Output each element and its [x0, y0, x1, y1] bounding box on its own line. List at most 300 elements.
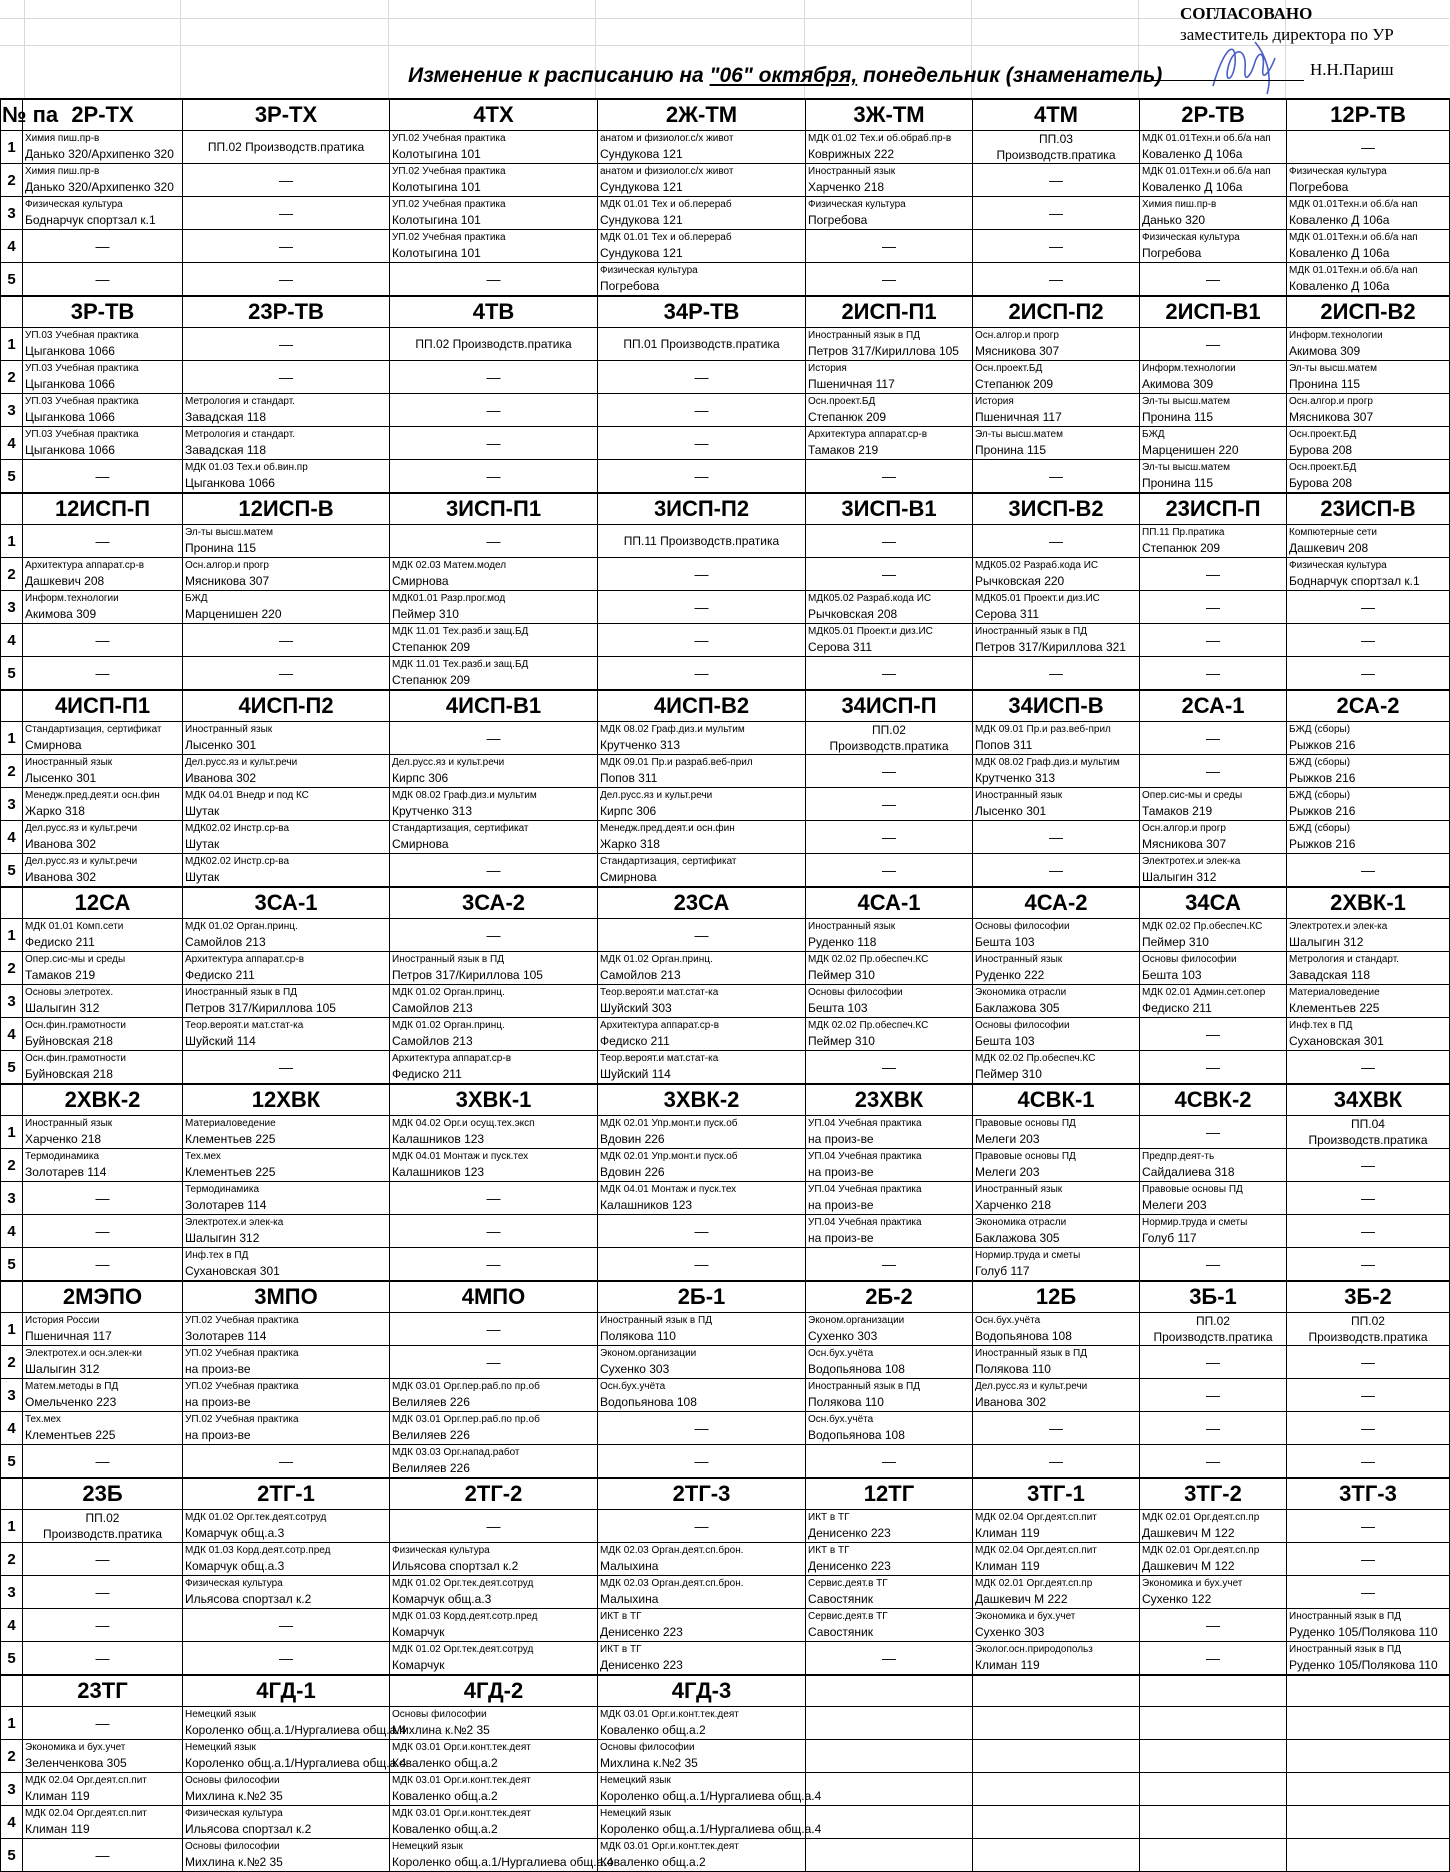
lesson-teacher-room: Буйновская 218 [25, 1034, 113, 1048]
lesson-teacher-room: Степанюк 209 [808, 410, 887, 424]
lesson-teacher-room: Шалыгин 312 [185, 1231, 260, 1245]
lesson-cell: — [973, 460, 1140, 494]
group-name: 2СА-2 [1287, 690, 1450, 722]
lesson-subject: Нормир.труда и сметы [1142, 1217, 1248, 1228]
lesson-teacher-room: Дашкевич М 122 [1142, 1526, 1235, 1540]
lesson-subject: Иностранный язык в ПД [1289, 1644, 1401, 1655]
lesson-cell: — [1287, 1445, 1450, 1479]
lesson-subject: Дел.русс.яз и культ.речи [25, 823, 138, 834]
pair-number: 2 [1, 1149, 23, 1182]
lesson-cell [390, 1445, 598, 1479]
lesson-cell [598, 1379, 806, 1412]
lesson-subject: Осн.бух.учёта [808, 1414, 874, 1425]
lesson-teacher-room: Коваленко общ.а.2 [392, 1756, 498, 1770]
group-name: 3Б-1 [1140, 1281, 1287, 1313]
document-header [0, 0, 1449, 98]
lesson-row [1, 854, 1450, 888]
lesson-subject: МДК 09.01 Пр.и раз.веб-прил [975, 724, 1111, 735]
lesson-cell [1140, 821, 1287, 854]
lesson-subject: Иностранный язык в ПД [808, 330, 920, 341]
lesson-teacher-room: на произ-ве [808, 1231, 874, 1245]
lesson-cell [23, 1051, 183, 1085]
lesson-teacher-room: Степанюк 209 [392, 673, 471, 687]
pair-number: 5 [1, 1248, 23, 1282]
group-name: 3ТГ-3 [1287, 1478, 1450, 1510]
lesson-cell [1140, 460, 1287, 494]
lesson-cell [1140, 1543, 1287, 1576]
pair-number-header [1, 1084, 23, 1116]
lesson-cell [1287, 1806, 1450, 1839]
lesson-teacher-room: Коваленко Д 106а [1289, 213, 1390, 227]
lesson-subject: Осн.проект.БД [808, 396, 876, 407]
lesson-cell [23, 919, 183, 952]
lesson-subject: Эл-ты высш.матем [185, 527, 273, 538]
lesson-cell [183, 755, 390, 788]
group-name: 12ХВК [183, 1084, 390, 1116]
lesson-cell [973, 394, 1140, 427]
lesson-teacher-room: Мясникова 307 [185, 574, 270, 588]
lesson-teacher-room: Погребова [1142, 246, 1202, 260]
lesson-cell [806, 1707, 973, 1740]
lesson-cell: — [1140, 328, 1287, 361]
lesson-cell [598, 1707, 806, 1740]
group-name: 3СА-1 [183, 887, 390, 919]
lesson-cell: — [23, 1182, 183, 1215]
lesson-teacher-room: на произ-ве [808, 1132, 874, 1146]
lesson-cell [806, 164, 973, 197]
lesson-cell: — [23, 1543, 183, 1576]
lesson-subject: История России [25, 1315, 100, 1326]
lesson-teacher-room: Федиско 211 [25, 935, 95, 949]
lesson-subject: ИКТ в ТГ [600, 1644, 642, 1655]
lesson-teacher-room: Вдовин 226 [600, 1132, 665, 1146]
lesson-cell [183, 1576, 390, 1609]
lesson-teacher-room: Жарко 318 [25, 804, 85, 818]
lesson-cell [1140, 1510, 1287, 1543]
lesson-cell: — [1140, 1412, 1287, 1445]
lesson-cell [1287, 361, 1450, 394]
lesson-teacher-room: Пеймер 310 [392, 607, 459, 621]
lesson-subject: ПП.02 Производств.пратика [415, 337, 572, 351]
lesson-subject: Осн.бух.учёта [808, 1348, 874, 1359]
lesson-row [1, 788, 1450, 821]
lesson-subject: МДК 03.01 Орг.и.конт.тек.деят [392, 1808, 531, 1819]
lesson-subject: Тех.мех [185, 1151, 221, 1162]
group-name: 23ТГ [23, 1675, 183, 1707]
group-name: 12ТГ [806, 1478, 973, 1510]
lesson-cell: — [1287, 1248, 1450, 1282]
pair-number: 1 [1, 525, 23, 558]
lesson-teacher-room: Данько 320/Архипенко 320 [25, 180, 174, 194]
lesson-teacher-room: Лысенко 301 [185, 738, 257, 752]
lesson-cell [390, 164, 598, 197]
lesson-subject: БЖД (сборы) [1289, 757, 1351, 768]
lesson-teacher-room: Велиляев 226 [392, 1395, 470, 1409]
lesson-row [1, 1116, 1450, 1149]
lesson-teacher-room: Водопьянова 108 [600, 1395, 697, 1409]
lesson-teacher-room: Руденко 105/Полякова 110 [1289, 1658, 1438, 1672]
lesson-subject: Теор.вероят.и мат.стат-ка [600, 987, 719, 998]
group-header-row [1, 690, 1450, 722]
lesson-subject: Стандартизация, сертификат [392, 823, 529, 834]
lesson-subject: Осн.алгор.и прогр [185, 560, 269, 571]
lesson-subject: Термодинамика [25, 1151, 100, 1162]
lesson-cell [183, 1149, 390, 1182]
lesson-row [1, 1609, 1450, 1642]
lesson-teacher-room: Коваленко общ.а.2 [600, 1855, 706, 1869]
lesson-teacher-room: Жарко 318 [600, 837, 660, 851]
lesson-subject: Немецкий язык [600, 1808, 671, 1819]
lesson-cell [390, 788, 598, 821]
lesson-teacher-room: Шутак [185, 837, 220, 851]
lesson-cell [390, 1149, 598, 1182]
lesson-subject: МДК 03.03 Орг.напад.работ [392, 1447, 520, 1458]
lesson-subject: МДК 01.01Техн.и об.б/а нап [1289, 265, 1418, 276]
lesson-cell: — [598, 919, 806, 952]
lesson-subject: Информ.технологии [25, 593, 119, 604]
lesson-cell [598, 1806, 822, 1839]
pair-number: 4 [1, 1018, 23, 1051]
group-name: 12ИСП-П [23, 493, 183, 525]
lesson-subject: Физическая культура [1289, 560, 1387, 571]
lesson-cell [973, 1806, 1140, 1839]
lesson-cell [598, 230, 806, 263]
lesson-subject: Менедж.пред.деят.и осн.фин [600, 823, 735, 834]
lesson-subject: Иностранный язык в ПД [185, 987, 297, 998]
lesson-subject: МДК 02.04 Орг.деят.сп.пит [25, 1808, 147, 1819]
pair-number-header [1, 1478, 23, 1510]
group-name: 4ИСП-В1 [390, 690, 598, 722]
lesson-teacher-room: Короленко общ.а.1/Нургалиева общ.а.4 [185, 1723, 407, 1737]
pair-number: 5 [1, 1445, 23, 1479]
lesson-subject: Физическая культура [25, 199, 123, 210]
lesson-cell: — [183, 624, 390, 657]
lesson-teacher-room: Бурова 208 [1289, 476, 1353, 490]
group-name: 3ИСП-П2 [598, 493, 806, 525]
lesson-subject: МДК 11.01 Тех.разб.и защ.БД [392, 626, 529, 637]
group-name: 4ИСП-В2 [598, 690, 806, 722]
lesson-row [1, 1839, 1450, 1872]
lesson-cell [973, 1576, 1140, 1609]
group-name: 4ГД-3 [598, 1675, 806, 1707]
lesson-teacher-room: Золотарев 114 [25, 1165, 107, 1179]
lesson-cell: — [806, 1642, 973, 1676]
lesson-teacher-room: Коваленко общ.а.2 [392, 1822, 498, 1836]
lesson-cell [390, 1543, 598, 1576]
lesson-cell [973, 1839, 1140, 1872]
lesson-cell: — [183, 361, 390, 394]
group-name: 23ИСП-В [1287, 493, 1450, 525]
pair-number: 4 [1, 427, 23, 460]
lesson-cell [598, 952, 806, 985]
pair-number: 1 [1, 919, 23, 952]
lesson-subject: БЖД (сборы) [1289, 823, 1351, 834]
lesson-subject: Архитектура аппарат.ср-в [185, 954, 305, 965]
lesson-teacher-room: Сухенко 303 [975, 1625, 1045, 1639]
lesson-row [1, 1543, 1450, 1576]
lesson-teacher-room: Тамаков 219 [25, 968, 96, 982]
lesson-cell [973, 361, 1140, 394]
pair-number: 5 [1, 460, 23, 494]
lesson-teacher-room: Петров 317/Кириллова 105 [808, 344, 959, 358]
lesson-teacher-room: Боднарчук спортзал к.1 [25, 213, 156, 227]
lesson-cell: — [1287, 1215, 1450, 1248]
lesson-teacher-room: Золотарев 114 [185, 1198, 267, 1212]
lesson-cell [1140, 1806, 1287, 1839]
group-name: 4ИСП-П1 [23, 690, 183, 722]
lesson-subject: ИКТ в ТГ [808, 1545, 850, 1556]
lesson-cell: — [183, 1445, 390, 1479]
lesson-teacher-room: Калашников 123 [600, 1198, 693, 1212]
pair-number: 1 [1, 1116, 23, 1149]
lesson-row [1, 427, 1450, 460]
lesson-subject: МДК 01.01Техн.и об.б/а нап [1289, 232, 1418, 243]
lesson-subject: Основы философии [392, 1709, 487, 1720]
lesson-subject: Немецкий язык [185, 1709, 256, 1720]
lesson-cell [390, 1642, 598, 1676]
lesson-cell [806, 1182, 973, 1215]
lesson-subject: Архитектура аппарат.ср-в [392, 1053, 512, 1064]
lesson-teacher-room: Федиско 211 [1142, 1001, 1212, 1015]
lesson-cell: — [23, 1609, 183, 1642]
lesson-cell [1287, 460, 1450, 494]
lesson-teacher-room: Климан 119 [975, 1526, 1040, 1540]
lesson-teacher-room: Серова 311 [808, 640, 873, 654]
lesson-teacher-room: Иванова 302 [185, 771, 257, 785]
lesson-cell [390, 328, 598, 361]
group-name: 3ХВК-1 [390, 1084, 598, 1116]
lesson-subject: Дел.русс.яз и культ.речи [975, 1381, 1088, 1392]
lesson-subject: МДК 02.01 Орг.деят.сп.пр [1142, 1512, 1260, 1523]
lesson-row [1, 1576, 1450, 1609]
pair-number: 3 [1, 788, 23, 821]
lesson-teacher-room: Денисенко 223 [808, 1526, 891, 1540]
lesson-cell: — [806, 1445, 973, 1479]
lesson-subject: ПП.02 [1351, 1314, 1385, 1328]
lesson-subject: Химия пиш.пр-в [1142, 199, 1217, 210]
group-name: 2СА-1 [1140, 690, 1287, 722]
lesson-subject: Метрология и стандарт. [185, 396, 295, 407]
lesson-subject: МДК 02.04 Орг.деят.сп.пит [975, 1545, 1097, 1556]
lesson-subject: ИКТ в ТГ [600, 1611, 642, 1622]
lesson-teacher-room: Коврижных 222 [808, 147, 895, 161]
lesson-cell: — [1140, 1642, 1287, 1676]
lesson-cell: — [23, 657, 183, 691]
lesson-teacher-room: Самойлов 213 [185, 935, 266, 949]
lesson-cell [973, 1051, 1140, 1085]
lesson-cell: — [1287, 1412, 1450, 1445]
lesson-teacher-room: на произ-ве [808, 1165, 874, 1179]
lesson-row [1, 1740, 1450, 1773]
lesson-cell: — [1140, 657, 1287, 691]
lesson-row [1, 985, 1450, 1018]
lesson-cell: — [390, 1313, 598, 1346]
group-name [1287, 1675, 1450, 1707]
lesson-cell [390, 1707, 598, 1740]
lesson-teacher-room: Бешта 103 [975, 935, 1035, 949]
group-name: 4ГД-2 [390, 1675, 598, 1707]
pair-number: 2 [1, 558, 23, 591]
lesson-cell [183, 131, 390, 164]
pair-number: 4 [1, 821, 23, 854]
lesson-cell [183, 1116, 390, 1149]
lesson-row [1, 821, 1450, 854]
lesson-cell: — [390, 263, 598, 297]
lesson-subject: БЖД (сборы) [1289, 790, 1351, 801]
lesson-detail: Производств.пратика [829, 739, 949, 753]
lesson-cell [1287, 197, 1450, 230]
pair-number: 2 [1, 755, 23, 788]
lesson-subject: Термодинамика [185, 1184, 260, 1195]
group-name: 34ИСП-П [806, 690, 973, 722]
lesson-cell [390, 624, 598, 657]
group-name: 12ИСП-В [183, 493, 390, 525]
lesson-subject: Иностранный язык в ПД [808, 1381, 920, 1392]
lesson-cell [1140, 1839, 1287, 1872]
lesson-cell [806, 952, 973, 985]
lesson-teacher-room: Комарчук [392, 1658, 445, 1672]
group-name: 3ТГ-2 [1140, 1478, 1287, 1510]
lesson-cell: — [1140, 591, 1287, 624]
lesson-teacher-room: Полякова 110 [808, 1395, 884, 1409]
lesson-teacher-room: Савостяник [808, 1592, 873, 1606]
lesson-teacher-room: Завадская 118 [185, 410, 266, 424]
lesson-row [1, 558, 1450, 591]
lesson-cell: — [1140, 263, 1287, 297]
lesson-cell [973, 558, 1140, 591]
pair-number: 1 [1, 722, 23, 755]
group-name: 23СА [598, 887, 806, 919]
lesson-cell: — [390, 1510, 598, 1543]
lesson-row [1, 131, 1450, 164]
lesson-subject: УП.03 Учебная практика [25, 363, 139, 374]
lesson-cell: — [1287, 854, 1450, 888]
lesson-cell: — [1140, 558, 1287, 591]
lesson-cell [183, 1773, 390, 1806]
lesson-subject: ПП.11 Пр.пратика [1142, 527, 1225, 538]
lesson-subject: МДК 08.02 Граф.диз.и мультим [600, 724, 745, 735]
lesson-teacher-room: Данько 320/Архипенко 320 [25, 147, 174, 161]
lesson-teacher-room: Пеймер 310 [975, 1067, 1042, 1081]
lesson-cell: — [23, 1215, 183, 1248]
pair-number-header: № па [1, 99, 23, 131]
lesson-subject: Дел.русс.яз и культ.речи [25, 856, 138, 867]
pair-number: 3 [1, 591, 23, 624]
group-name: 12Р-ТВ [1287, 99, 1450, 131]
lesson-cell [183, 1543, 390, 1576]
lesson-subject: Иностранный язык [808, 921, 896, 932]
group-name: 3Ж-ТМ [806, 99, 973, 131]
group-name: 2Б-2 [806, 1281, 973, 1313]
lesson-cell [23, 1773, 183, 1806]
lesson-subject: Немецкий язык [185, 1742, 256, 1753]
group-name: 3МПО [183, 1281, 390, 1313]
lesson-cell: — [1140, 1346, 1287, 1379]
lesson-row [1, 1346, 1450, 1379]
lesson-cell [23, 1313, 183, 1346]
lesson-cell [23, 755, 183, 788]
lesson-cell [390, 1051, 598, 1085]
lesson-teacher-room: Цыганкова 1066 [25, 443, 115, 457]
lesson-cell [390, 755, 598, 788]
lesson-teacher-room: Колотыгина 101 [392, 147, 481, 161]
lesson-subject: Электротех.и осн.элек-ки [25, 1348, 142, 1359]
lesson-cell: — [973, 854, 1140, 888]
group-name: 34ИСП-В [973, 690, 1140, 722]
lesson-row [1, 755, 1450, 788]
lesson-teacher-room: Климан 119 [975, 1658, 1040, 1672]
lesson-subject: МДК 02.03 Матем.модел [392, 560, 507, 571]
lesson-cell [1140, 131, 1287, 164]
lesson-teacher-room: Рычковская 220 [975, 574, 1065, 588]
lesson-cell [23, 1412, 183, 1445]
lesson-cell [598, 821, 806, 854]
lesson-subject: МДК 01.02 Орг.тек.деят.сотруд [185, 1512, 327, 1523]
lesson-subject: УП.02 Учебная практика [392, 133, 506, 144]
lesson-cell [598, 1773, 822, 1806]
lesson-cell: — [806, 1051, 973, 1085]
lesson-cell [806, 1576, 973, 1609]
lesson-subject: МДК 03.01 Орг.и.конт.тек.деят [392, 1742, 531, 1753]
lesson-cell [390, 1576, 598, 1609]
lesson-subject: УП.02 Учебная практика [392, 232, 506, 243]
lesson-subject: ПП.11 Производств.пратика [623, 534, 780, 548]
pair-number: 1 [1, 328, 23, 361]
title-date: "06" октября, [709, 64, 858, 87]
lesson-teacher-room: Сайдалиева 318 [1142, 1165, 1235, 1179]
lesson-subject: УП.04 Учебная практика [808, 1151, 922, 1162]
lesson-cell [183, 1182, 390, 1215]
lesson-row [1, 1018, 1450, 1051]
lesson-cell [973, 1642, 1140, 1676]
lesson-cell: — [183, 1051, 390, 1085]
lesson-cell [390, 1839, 614, 1872]
lesson-teacher-room: Клементьев 225 [185, 1132, 276, 1146]
lesson-detail: Производств.пратика [1308, 1133, 1428, 1147]
lesson-cell [598, 755, 806, 788]
lesson-subject: Метрология и стандарт. [1289, 954, 1399, 965]
lesson-teacher-room: Малыхина [600, 1559, 659, 1573]
lesson-teacher-room: Зеленченкова 305 [25, 1756, 127, 1770]
lesson-teacher-room: Рыжков 216 [1289, 738, 1356, 752]
lesson-cell: — [598, 591, 806, 624]
pair-number-header [1, 1675, 23, 1707]
lesson-subject: МДК 03.01 Орг.пер.раб.по пр.об [392, 1414, 540, 1425]
lesson-cell: — [1287, 591, 1450, 624]
lesson-subject: Иностранный язык в ПД [392, 954, 504, 965]
lesson-cell [183, 1248, 390, 1282]
lesson-teacher-room: Мясникова 307 [1142, 837, 1227, 851]
lesson-cell [598, 1051, 806, 1085]
lesson-cell: — [598, 361, 806, 394]
lesson-subject: Основы философии [808, 987, 903, 998]
lesson-subject: МДК05.01 Проект.и диз.ИС [808, 626, 933, 637]
title-suffix: понедельник (знаменатель) [857, 64, 1163, 87]
lesson-cell: — [1140, 1051, 1287, 1085]
lesson-teacher-room: Степанюк 209 [975, 377, 1054, 391]
pair-number: 5 [1, 1839, 23, 1872]
lesson-teacher-room: Шалыгин 312 [1142, 870, 1217, 884]
lesson-cell [23, 558, 183, 591]
lesson-subject: Физическая культура [808, 199, 906, 210]
lesson-cell: — [598, 558, 806, 591]
lesson-cell [598, 525, 806, 558]
lesson-subject: МДК 01.02 Орган.принц. [600, 954, 713, 965]
group-name: 12СА [23, 887, 183, 919]
lesson-row [1, 361, 1450, 394]
lesson-cell: — [973, 197, 1140, 230]
lesson-subject: МДК 02.02 Пр.обеспеч.КС [975, 1053, 1096, 1064]
